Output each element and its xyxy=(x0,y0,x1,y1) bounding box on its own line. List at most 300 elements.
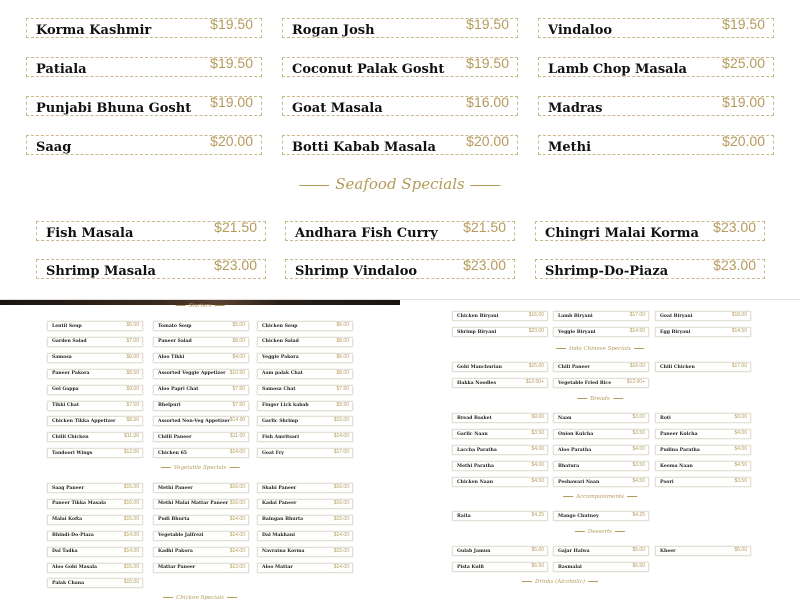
menu-item[interactable] xyxy=(47,401,143,411)
accompaniments-header: Accompaniments xyxy=(560,494,640,500)
menu-item-price: $4.50 xyxy=(531,478,544,484)
drinks-header: Drinks (Alcoholic) xyxy=(519,579,601,585)
menu-item-name: Veggie Biryani xyxy=(558,329,596,335)
menu-item-name: Vegetable Jalfrezi xyxy=(158,533,204,539)
menu-item-name: Finger Lick kabab xyxy=(262,403,309,408)
menu-item-name: Malai Kofta xyxy=(52,517,83,523)
menu-item[interactable] xyxy=(655,413,751,423)
menu-item-name: Kadhi Pakora xyxy=(158,549,193,555)
menu-item[interactable] xyxy=(452,327,548,337)
menu-item[interactable] xyxy=(282,135,518,155)
menu-item[interactable] xyxy=(282,18,518,38)
menu-item[interactable] xyxy=(452,477,548,487)
menu-item-name: Aloo Mattar xyxy=(262,565,293,570)
menu-item-price: $12.00+ xyxy=(626,379,645,385)
menu-item[interactable] xyxy=(553,445,649,455)
menu-item-name: Aam palak Chat xyxy=(262,371,303,377)
menu-item-name: Tikki Chat xyxy=(52,403,79,408)
menu-item[interactable] xyxy=(47,369,143,379)
menu-item-name: Korma Kashmir xyxy=(36,22,152,38)
menu-item[interactable] xyxy=(553,511,649,521)
menu-item[interactable] xyxy=(47,353,143,363)
menu-item[interactable] xyxy=(452,546,548,556)
menu-item-price: $23.00 xyxy=(713,219,756,235)
menu-item-name: Methi Paneer xyxy=(158,485,193,491)
menu-item-name: Rasmalai xyxy=(558,564,582,570)
menu-item[interactable] xyxy=(153,337,249,347)
menu-item-name: Saag Paneer xyxy=(52,485,84,491)
menu-item[interactable] xyxy=(655,477,751,487)
menu-item[interactable] xyxy=(47,499,143,509)
menu-item-price: $11.00 xyxy=(124,433,139,440)
menu-item-price: $5.00 xyxy=(734,547,747,553)
menu-item-name: Bread Basket xyxy=(457,415,492,421)
menu-item[interactable] xyxy=(655,429,751,439)
menu-item-name: Shrimp Masala xyxy=(46,263,156,279)
menu-item-name: Andhara Fish Curry xyxy=(295,225,438,241)
menu-item-price: $5.00 xyxy=(232,322,245,328)
menu-item-price: $14.00 xyxy=(229,449,245,456)
menu-item-name: Paneer Pakora xyxy=(52,371,90,377)
desserts-header: Desserts xyxy=(572,529,628,535)
menu-item-price: $7.00 xyxy=(126,337,139,344)
menu-item-price: $8.50 xyxy=(126,417,139,424)
menu-item-price: $5.00 xyxy=(632,547,645,553)
menu-item-name: Vindaloo xyxy=(548,22,613,38)
menu-item[interactable] xyxy=(452,562,548,572)
menu-item-price: $6.00 xyxy=(336,322,349,328)
menu-item-name: Methi xyxy=(548,139,592,155)
menu-item[interactable] xyxy=(257,432,353,442)
menu-item[interactable] xyxy=(452,311,548,321)
menu-item-name: Paneer Kulcha xyxy=(660,431,698,437)
menu-item-price: $15.00 xyxy=(333,547,349,554)
menu-item-name: Aloo Papri Chat xyxy=(158,387,199,393)
menu-item-price: $21.50 xyxy=(463,219,506,235)
menu-item[interactable] xyxy=(553,327,649,337)
menu-item[interactable] xyxy=(153,531,249,541)
menu-item-price: $23.00 xyxy=(214,257,257,273)
menu-item-name: Samosa xyxy=(52,355,72,361)
menu-item-name: Tandoori Wings xyxy=(52,450,93,456)
menu-item-price: $6.00 xyxy=(126,353,139,360)
menu-item-name: Gobi Manchurian xyxy=(457,364,502,370)
menu-item[interactable] xyxy=(553,429,649,439)
menu-item-name: Fish Amritsari xyxy=(262,434,299,440)
menu-item-price: $16.00 xyxy=(629,363,645,369)
menu-item-name: Vegetable Fried Rice xyxy=(558,380,612,386)
menu-item[interactable] xyxy=(153,385,249,395)
menu-item-name: Aloo Gobi Masala xyxy=(52,565,97,570)
menu-item-price: $14.50 xyxy=(731,328,747,334)
menu-item-name: Botti Kabab Masala xyxy=(292,139,436,155)
menu-item[interactable] xyxy=(257,531,353,541)
menu-item-name: Chicken Salad xyxy=(262,339,299,345)
menu-item-price: $14.00 xyxy=(333,563,349,570)
menu-item-price: $16.00 xyxy=(466,94,509,110)
menu-item-price: $8.50 xyxy=(126,369,139,376)
menu-item-name: Assorted Veggie Appetizer xyxy=(158,371,226,377)
menu-item-price: $13.00 xyxy=(229,563,245,570)
menu-item-name: Chicken Naan xyxy=(457,479,494,485)
menu-item-price: $14.00 xyxy=(333,433,349,440)
menu-item-price: $15.00 xyxy=(528,363,544,369)
menu-item-price: $5.00 xyxy=(531,547,544,553)
menu-item[interactable] xyxy=(257,547,353,557)
menu-item-name: Pudi Bhurta xyxy=(158,517,190,523)
menu-item-name: Paneer Salad xyxy=(158,339,192,345)
menu-item-price: $8.00 xyxy=(336,369,349,376)
menu-item-name: Saag xyxy=(36,139,72,155)
menu-item-name: Coconut Palak Gosht xyxy=(292,61,445,77)
menu-item[interactable] xyxy=(47,385,143,395)
menu-item[interactable] xyxy=(47,563,143,573)
menu-item-name: Chingri Malai Korma xyxy=(545,225,699,241)
menu-item-name: Goat Masala xyxy=(292,100,383,116)
menu-item[interactable] xyxy=(153,515,249,525)
menu-item-price: $17.00 xyxy=(333,449,349,456)
menu-item[interactable] xyxy=(452,461,548,471)
menu-item[interactable] xyxy=(655,362,751,372)
menu-item-name: Chicken Soup xyxy=(262,323,298,329)
menu-item-price: $4.00 xyxy=(734,430,747,436)
menu-item-name: Veggie Pakora xyxy=(262,355,299,361)
menu-item-price: $16.00 xyxy=(528,312,544,318)
menu-item-name: Kadai Paneer xyxy=(262,501,297,507)
menu-item-price: $3.50 xyxy=(531,430,544,436)
menu-item-name: Dal Makhani xyxy=(262,533,295,539)
menu-item-name: Pudina Paratha xyxy=(660,447,700,453)
menu-item[interactable] xyxy=(153,432,249,442)
menu-item[interactable] xyxy=(47,337,143,347)
menu-item[interactable] xyxy=(257,515,353,525)
menu-item[interactable] xyxy=(47,547,143,557)
menu-item-name: Pista Kulfi xyxy=(457,564,484,570)
menu-item-name: Bhelpuri xyxy=(158,403,181,408)
menu-item[interactable] xyxy=(257,321,353,331)
menu-item-price: $19.50 xyxy=(722,16,765,32)
menu-item-name: Baingan Bhurta xyxy=(262,517,304,523)
menu-item[interactable] xyxy=(452,445,548,455)
menu-item-name: Kheer xyxy=(660,548,676,554)
menu-item-price: $18.00 xyxy=(731,312,747,318)
menu-item-price: $17.00 xyxy=(731,363,747,369)
menu-item-price: $7.50 xyxy=(336,385,349,392)
menu-item-name: Mattar Paneer xyxy=(158,565,196,570)
menu-item[interactable] xyxy=(26,135,262,155)
menu-item-price: $15.00 xyxy=(123,579,139,586)
menu-item-name: Gulab Jamun xyxy=(457,548,491,554)
menu-item-price: $20.00 xyxy=(466,133,509,149)
menu-item[interactable] xyxy=(655,445,751,455)
menu-item-price: $4.00 xyxy=(531,462,544,468)
menu-item-price: $16.00 xyxy=(333,499,349,506)
menu-item-name: Chili Paneer xyxy=(558,364,590,370)
menu-item[interactable] xyxy=(257,563,353,573)
menu-item-price: $20.00 xyxy=(722,133,765,149)
menu-item[interactable] xyxy=(257,337,353,347)
menu-item[interactable] xyxy=(257,483,353,493)
menu-item[interactable] xyxy=(26,18,262,38)
menu-item-price: $12.00 xyxy=(123,449,139,456)
menu-item[interactable] xyxy=(47,531,143,541)
menu-item[interactable] xyxy=(26,57,262,77)
menu-item-price: $14.00 xyxy=(229,547,245,554)
menu-item-name: Shrimp-Do-Piaza xyxy=(545,263,669,279)
menu-item-price: $4.00 xyxy=(531,446,544,452)
menu-item-price: $7.50 xyxy=(232,401,245,408)
menu-item[interactable] xyxy=(538,96,774,116)
menu-item-name: Paneer Tikka Masala xyxy=(52,501,106,507)
menu-item[interactable] xyxy=(47,416,143,426)
menu-item-price: $15.00 xyxy=(123,563,139,570)
seafood-specials-header: Seafood Specials xyxy=(293,175,506,193)
menu-item-price: $14.50 xyxy=(629,328,645,334)
menu-item-name: Hakka Noodles xyxy=(457,380,497,386)
menu-item-name: Madras xyxy=(548,100,603,116)
menu-item[interactable] xyxy=(553,562,649,572)
menu-item[interactable] xyxy=(538,135,774,155)
menu-item-name: Onion Kulcha xyxy=(558,431,594,437)
menu-item-price: $3.50 xyxy=(632,462,645,468)
menu-item-name: Shrimp Vindaloo xyxy=(295,263,418,279)
chicken-specials-header: Chicken Specials xyxy=(160,595,240,601)
menu-item-price: $6.00 xyxy=(336,353,349,360)
menu-item-name: Garlic Naan xyxy=(457,431,488,437)
menu-item-name: Garden Salad xyxy=(52,339,87,345)
menu-item-name: Chili Chicken xyxy=(660,364,695,370)
menu-item-name: Chicken Biryani xyxy=(457,313,499,319)
menu-item-name: Lentil Soup xyxy=(52,323,82,329)
menu-item-name: Laccha Paratha xyxy=(457,447,497,453)
menu-item-price: $4.50 xyxy=(734,462,747,468)
menu-item-name: Methi Paratha xyxy=(457,463,494,469)
menu-item[interactable] xyxy=(257,385,353,395)
menu-item-price: $23.00 xyxy=(528,328,544,334)
menu-item-name: Chilli Paneer xyxy=(158,434,192,440)
menu-item[interactable] xyxy=(153,563,249,573)
menu-item-price: $21.50 xyxy=(214,219,257,235)
menu-item[interactable] xyxy=(153,353,249,363)
menu-item[interactable] xyxy=(47,448,143,458)
indo-chinese-header: Indo Chinese Specials xyxy=(553,346,647,352)
menu-item-name: Goat Biryani xyxy=(660,313,693,319)
menu-item-price: $4.00 xyxy=(232,353,245,360)
menu-item-price: $12.00+ xyxy=(525,379,544,385)
menu-item-price: $7.50 xyxy=(126,401,139,408)
menu-item-name: Tomato Soup xyxy=(158,323,192,329)
menu-item[interactable] xyxy=(285,259,515,279)
menu-item[interactable] xyxy=(553,311,649,321)
menu-item-name: Garlic Shrimp xyxy=(262,418,299,424)
menu-item-name: Gajar Halwa xyxy=(558,548,590,554)
menu-item[interactable] xyxy=(282,96,518,116)
menu-item[interactable] xyxy=(36,259,266,279)
menu-item[interactable] xyxy=(538,57,774,77)
menu-item-price: $4.25 xyxy=(531,512,544,518)
menu-item[interactable] xyxy=(553,378,649,388)
menu-item-name: Keema Naan xyxy=(660,463,693,469)
menu-item-name: Patiala xyxy=(36,61,87,77)
menu-item[interactable] xyxy=(655,311,751,321)
menu-item-price: $15.00 xyxy=(123,515,139,522)
menu-item-name: Rogan Josh xyxy=(292,22,375,38)
menu-item-name: Shrimp Biryani xyxy=(457,329,497,335)
menu-item-name: Chicken Tikka Appetizer xyxy=(52,418,116,424)
menu-item-name: Aloo Tikki xyxy=(158,355,185,361)
menu-item-name: Raita xyxy=(457,513,471,519)
menu-item-name: Lamb Biryani xyxy=(558,313,593,319)
menu-item-name: Shahi Paneer xyxy=(262,485,297,491)
menu-item-name: Mango Chutney xyxy=(558,513,599,519)
menu-item-name: Assorted Non-Veg Appetizer xyxy=(158,418,230,424)
menu-item-price: $16.00 xyxy=(333,484,349,490)
menu-item-price: $16.00 xyxy=(229,499,245,506)
menu-item-price: $14.00 xyxy=(123,531,139,538)
menu-item[interactable] xyxy=(285,221,515,241)
menu-item-name: Methi Malai Mattar Paneer xyxy=(158,501,229,507)
menu-item-price: $7.50 xyxy=(232,385,245,392)
menu-item-name: Palak Chana xyxy=(52,580,85,586)
menu-item[interactable] xyxy=(257,369,353,379)
menu-item-price: $15.00 xyxy=(123,484,139,490)
menu-item-price: $4.00 xyxy=(632,446,645,452)
menu-item-price: $23.00 xyxy=(463,257,506,273)
menu-item-price: $9.00 xyxy=(531,414,544,420)
menu-item-price: $9.50 xyxy=(336,401,349,408)
menu-item-price: $19.00 xyxy=(722,94,765,110)
menu-item-name: Lamb Chop Masala xyxy=(548,61,687,77)
menu-item-name: Dal Tadka xyxy=(52,549,78,555)
menu-item[interactable] xyxy=(452,511,548,521)
menu-item[interactable] xyxy=(47,515,143,525)
menu-item[interactable] xyxy=(535,259,765,279)
menu-item-price: $14.00 xyxy=(229,417,246,424)
menu-item-name: Peshawari Naan xyxy=(558,479,600,485)
menu-item[interactable] xyxy=(535,221,765,241)
menu-item[interactable] xyxy=(153,416,249,426)
menu-item-name: Samosa Chat xyxy=(262,387,296,393)
menu-item-price: $8.00 xyxy=(336,337,349,344)
menu-item-name: Fish Masala xyxy=(46,225,134,241)
vegetable-specials-header: Vegetable Specials xyxy=(158,465,243,471)
menu-item[interactable] xyxy=(153,369,249,379)
menu-item[interactable] xyxy=(452,413,548,423)
menu-item-price: $4.25 xyxy=(632,512,645,518)
menu-item-price: $5.00 xyxy=(126,322,139,328)
menu-item-price: $16.00 xyxy=(123,499,139,506)
menu-item[interactable] xyxy=(153,321,249,331)
menu-item-price: $16.00 xyxy=(229,484,245,490)
menu-item-name: Naan xyxy=(558,415,572,421)
menu-item[interactable] xyxy=(538,18,774,38)
menu-item[interactable] xyxy=(153,401,249,411)
menu-item-name: Navratna Korma xyxy=(262,549,305,555)
menu-item[interactable] xyxy=(26,96,262,116)
starters-header: Starters xyxy=(173,303,228,309)
menu-item-name: Aloo Paratha xyxy=(558,447,592,453)
menu-item[interactable] xyxy=(553,413,649,423)
menu-item[interactable] xyxy=(257,353,353,363)
menu-item-price: $4.00 xyxy=(734,446,747,452)
menu-item[interactable] xyxy=(153,483,249,493)
menu-item[interactable] xyxy=(553,362,649,372)
menu-item[interactable] xyxy=(553,546,649,556)
menu-item[interactable] xyxy=(153,547,249,557)
menu-item[interactable] xyxy=(47,432,143,442)
menu-item-price: $19.00 xyxy=(210,94,253,110)
menu-item[interactable] xyxy=(655,327,751,337)
menu-item-price: $25.00 xyxy=(722,55,765,71)
menu-item[interactable] xyxy=(47,483,143,493)
menu-item-name: Poori xyxy=(660,479,674,485)
menu-item-price: $3.50 xyxy=(734,478,747,484)
menu-item-name: Roti xyxy=(660,415,671,421)
menu-item[interactable] xyxy=(655,546,751,556)
menu-item-price: $3.00 xyxy=(632,414,645,420)
menu-item[interactable] xyxy=(452,378,548,388)
menu-item-price: $14.00 xyxy=(123,547,139,554)
menu-item[interactable] xyxy=(452,429,548,439)
menu-item-name: Chilli Chicken xyxy=(52,434,89,440)
menu-item-price: $23.00 xyxy=(713,257,756,273)
menu-item[interactable] xyxy=(257,448,353,458)
menu-item-price: $4.50 xyxy=(632,478,645,484)
menu-item[interactable] xyxy=(257,416,353,426)
menu-item[interactable] xyxy=(553,461,649,471)
menu-item-price: $19.50 xyxy=(466,55,509,71)
menu-item[interactable] xyxy=(655,461,751,471)
menu-item-price: $11.00 xyxy=(230,433,245,440)
menu-item[interactable] xyxy=(153,499,249,509)
menu-item-price: $3.00 xyxy=(734,414,747,420)
menu-item[interactable] xyxy=(282,57,518,77)
menu-item-price: $19.50 xyxy=(466,16,509,32)
menu-item-name: Punjabi Bhuna Gosht xyxy=(36,100,192,116)
menu-item[interactable] xyxy=(36,221,266,241)
menu-item-price: $9.00 xyxy=(126,385,139,392)
menu-item-price: $20.00 xyxy=(210,133,253,149)
menu-item-price: $15.00 xyxy=(333,515,349,522)
menu-item-name: Gol Gappa xyxy=(52,387,79,393)
menu-item[interactable] xyxy=(553,477,649,487)
menu-item-price: $3.50 xyxy=(632,430,645,436)
menu-item[interactable] xyxy=(257,401,353,411)
breads-header: Breads xyxy=(574,396,626,402)
menu-item[interactable] xyxy=(47,578,143,588)
menu-item-price: $19.50 xyxy=(210,16,253,32)
menu-item[interactable] xyxy=(153,448,249,458)
menu-item-name: Goat Fry xyxy=(262,450,284,456)
menu-item-price: $19.50 xyxy=(210,55,253,71)
menu-item-price: $17.00 xyxy=(629,312,645,318)
menu-item[interactable] xyxy=(47,321,143,331)
menu-item-name: Egg Biryani xyxy=(660,329,691,335)
menu-item[interactable] xyxy=(257,499,353,509)
menu-item-name: Bhatura xyxy=(558,463,580,469)
menu-item-name: Bhindi-Do-Piaza xyxy=(52,533,94,539)
menu-item-price: $10.50 xyxy=(229,369,245,376)
menu-item-price: $14.00 xyxy=(229,515,245,522)
menu-item[interactable] xyxy=(452,362,548,372)
menu-item-price: $6.50 xyxy=(632,563,645,569)
menu-item-price: $14.00 xyxy=(229,531,245,538)
menu-item-price: $14.00 xyxy=(333,531,349,538)
menu-item-price: $6.50 xyxy=(531,563,544,569)
menu-item-price: $8.00 xyxy=(232,337,245,344)
menu-item-name: Chicken 65 xyxy=(158,450,187,456)
menu-item-price: $15.00 xyxy=(333,417,349,424)
